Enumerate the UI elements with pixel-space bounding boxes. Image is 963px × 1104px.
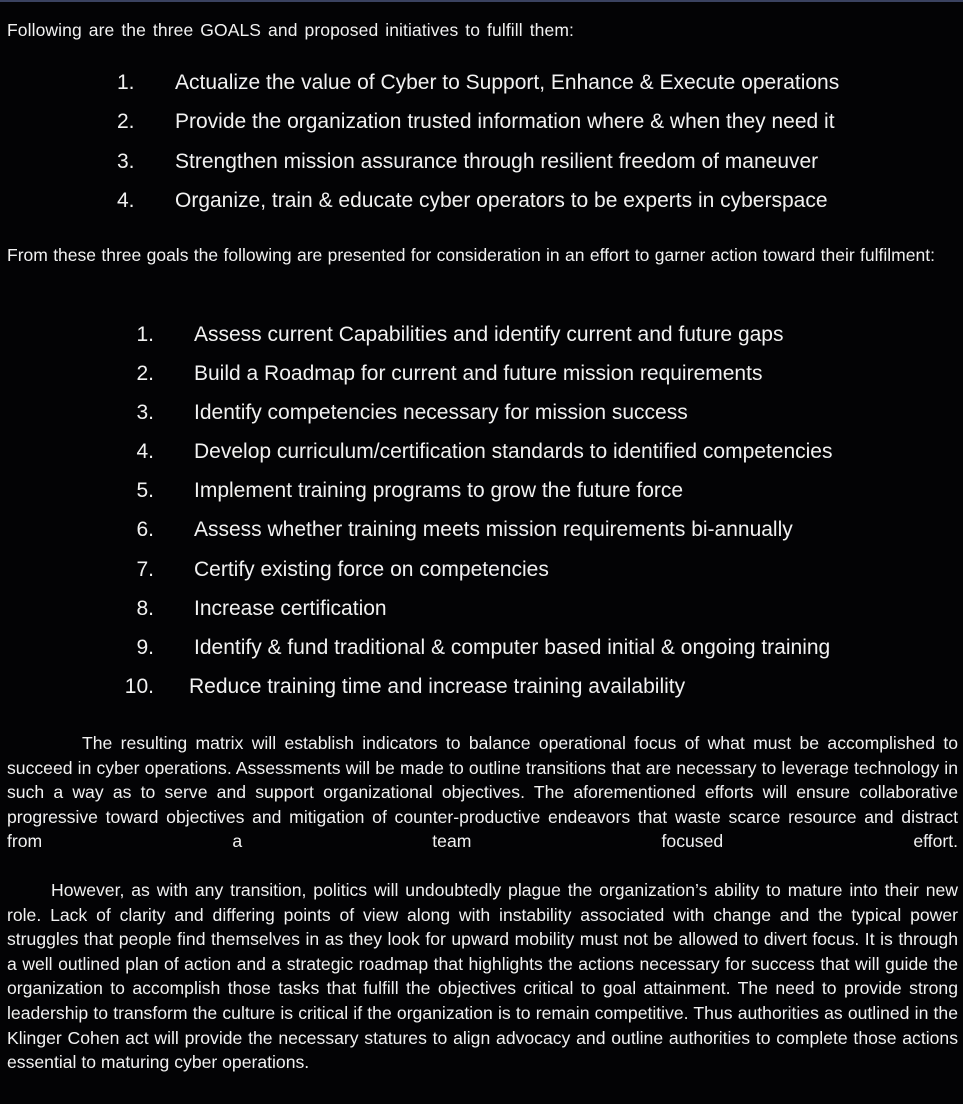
initiative-item [0, 632, 963, 671]
body-paragraph-matrix: The resulting matrix will establish indicators to balance operational focus of what must be accomplished to succeed in cyber operations. Assessments will be made to outline transitions that are necessary to leverage technology in such a way as to serve and support organizational objectives. The aforementioned efforts will ensure collaborative progressive toward objectives and mitigation of counter-productive endeavors that waste scarce resource and distract from a team focused effort. [7, 733, 958, 852]
initiative-number: 5. [136, 479, 154, 503]
top-border [0, 0, 963, 2]
initiative-item [0, 358, 963, 397]
initiative-item [0, 671, 963, 710]
initiative-text: Assess current Capabilities and identify current and future gaps [194, 323, 784, 346]
goal-item [0, 67, 963, 106]
initiative-text: Increase certification [194, 596, 387, 620]
initiative-item [0, 475, 963, 514]
initiative-text: Reduce training time and increase training availability [189, 674, 686, 698]
goal-text: Actualize the value of Cyber to Support, Enhance & Execute operations [175, 71, 840, 94]
initiative-number: 7. [136, 557, 154, 581]
body-paragraph-transition: However, as with any transition, politics will undoubtedly plague the organization’s ability to mature into their new role. Lack of clarity and differing points of view along with instability associated with change and the typical power struggles that people find themselves in as they look for upward mobility must not be allowed to divert focus. It is through a well outlined plan of action and a strategic roadmap that highlights the actions necessary for success that will guide the organization to accomplish those tasks that fulfill the objectives critical to goal attainment. The need to provide strong leadership to transform the culture is critical if the organization is to remain competitive. Thus authorities as outlined in the Klinger Cohen act will provide the necessary statures to align advocacy and outline authorities to complete those actions essential to maturing cyber operations. [7, 880, 958, 1073]
initiative-item [0, 514, 963, 553]
goal-item [0, 146, 963, 185]
goal-number: 2. [117, 110, 135, 134]
goal-item [0, 185, 963, 224]
initiative-text: Implement training programs to grow the future force [194, 479, 684, 503]
initiative-number: 9. [136, 635, 154, 659]
goals-list [0, 67, 963, 224]
initiative-number: 8. [136, 596, 154, 620]
initiative-text: Certify existing force on competencies [194, 557, 549, 581]
initiative-text: Identify & fund traditional & computer based initial & ongoing training [194, 635, 831, 659]
initiative-number: 3. [136, 401, 154, 425]
initiative-number: 10. [124, 674, 154, 698]
initiative-item [0, 593, 963, 632]
initiatives-list [0, 319, 963, 710]
goal-text: Strengthen mission assurance through resilient freedom of maneuver [175, 149, 819, 173]
goal-number: 1. [117, 71, 135, 94]
initiative-text: Develop curriculum/certification standards to identified competencies [194, 440, 833, 464]
initiative-item [0, 397, 963, 436]
goal-number: 4. [117, 188, 135, 212]
intro-text: Following are the three GOALS and proposed initiatives to fulfill them: [7, 20, 574, 40]
initiative-text: Identify competencies necessary for mission success [194, 401, 688, 425]
initiative-number: 1. [136, 323, 154, 346]
goal-text: Organize, train & educate cyber operators to be experts in cyberspace [175, 188, 828, 212]
initiative-number: 6. [136, 518, 154, 542]
goal-number: 3. [117, 149, 135, 173]
goal-text: Provide the organization trusted information where & when they need it [175, 110, 835, 134]
initiative-item [0, 319, 963, 358]
goal-item [0, 106, 963, 145]
initiative-text: Assess whether training meets mission requirements bi-annually [194, 518, 793, 542]
initiative-item [0, 554, 963, 593]
initiative-number: 2. [136, 362, 154, 386]
initiative-text: Build a Roadmap for current and future mission requirements [194, 362, 763, 386]
lead-text: From these three goals the following are presented for consideration in an effort to garner action toward their fulfilment: [7, 245, 935, 265]
initiative-item [0, 436, 963, 475]
initiative-number: 4. [136, 440, 154, 464]
